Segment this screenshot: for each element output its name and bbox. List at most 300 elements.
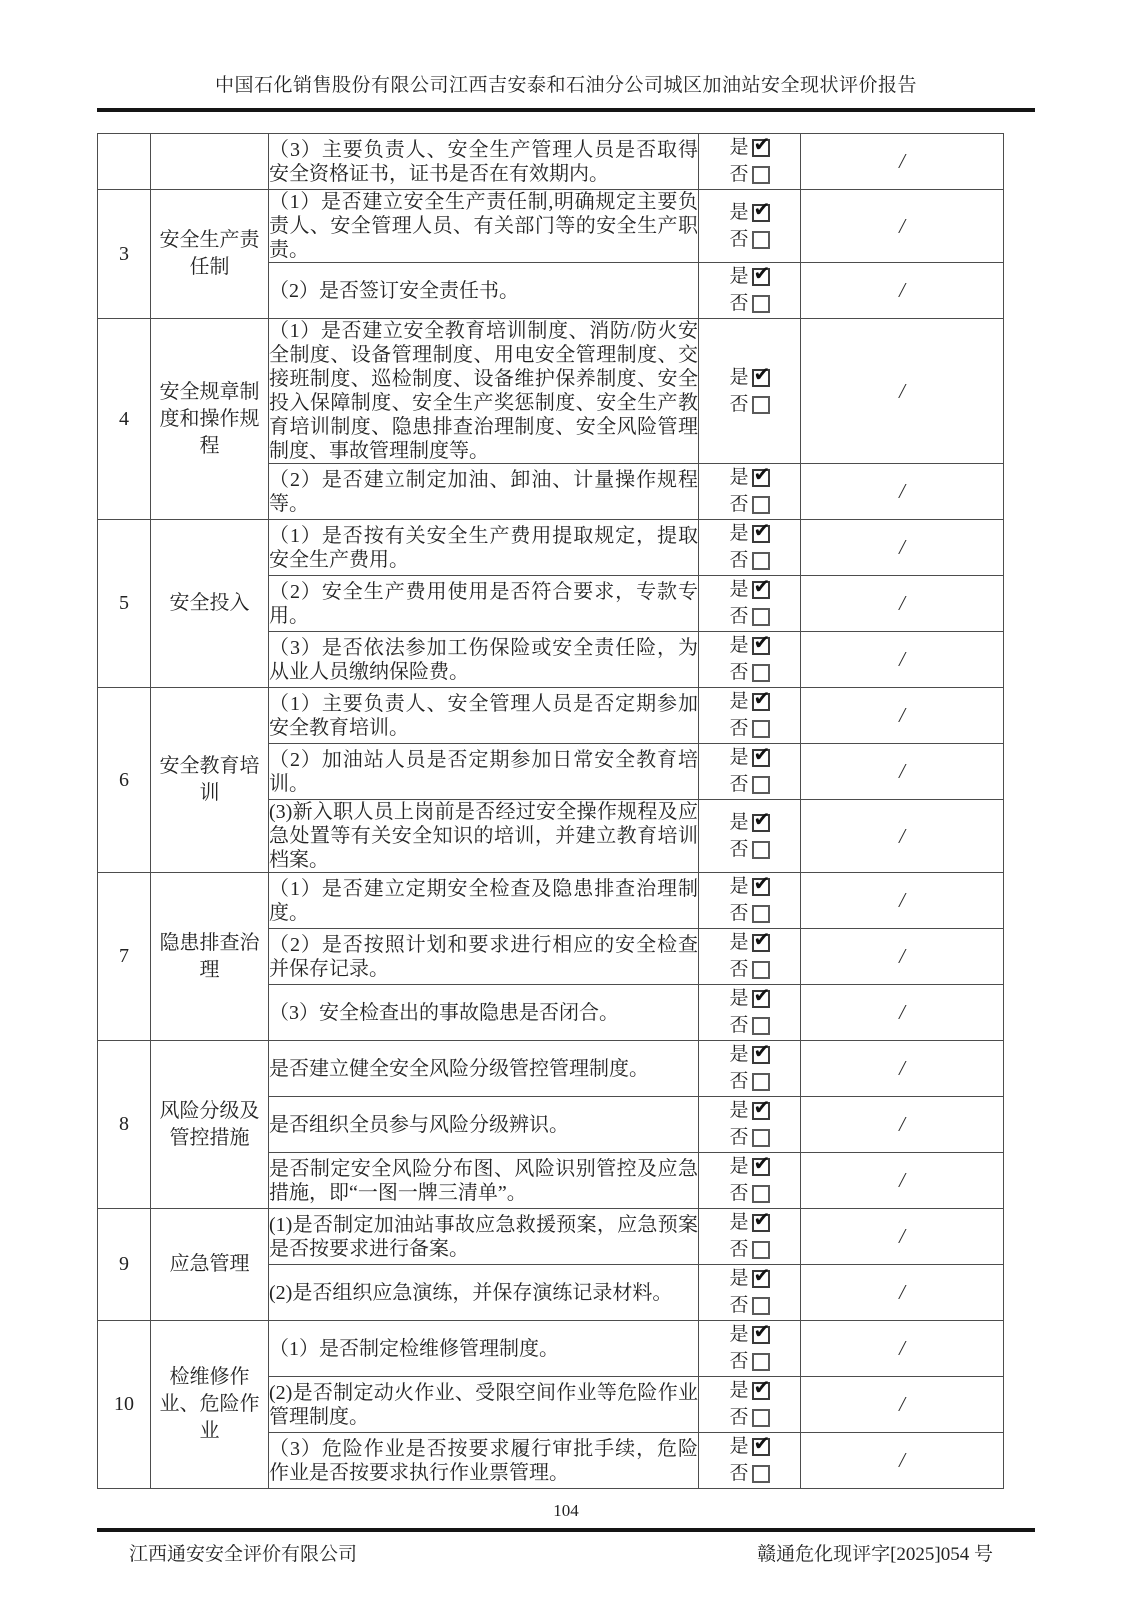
yes-label: 是 bbox=[729, 1324, 749, 1345]
yes-no-group bbox=[729, 1153, 769, 1208]
remark-cell bbox=[801, 688, 1004, 744]
remark-cell bbox=[801, 1321, 1004, 1377]
remark-cell bbox=[801, 1433, 1004, 1489]
question-text: （3）安全检查出的事故隐患是否闭合。 bbox=[269, 1001, 619, 1024]
yes-label: 是 bbox=[729, 1100, 749, 1121]
question-text: （1）主要负责人、安全管理人员是否定期参加安全教育培训。 bbox=[269, 692, 698, 739]
yes-no-group bbox=[729, 1321, 769, 1376]
question-text: （1）是否建立安全教育培训制度、消防/防火安全制度、设备管理制度、用电安全管理制度、交接班制度、巡检制度、设备维护保养制度、安全投入保障制度、安全生产奖惩制度、安全生产教育培训制度、隐患排查治理制度、安全风险管理制度、事故管理制度等。 bbox=[269, 320, 698, 462]
yes-option bbox=[729, 987, 769, 1011]
yes-label: 是 bbox=[729, 523, 749, 544]
checkbox-unchecked-icon bbox=[752, 841, 770, 859]
question-cell bbox=[269, 464, 699, 520]
yes-option bbox=[729, 1043, 769, 1067]
no-label: 否 bbox=[729, 550, 749, 571]
yes-no-cell bbox=[699, 1265, 801, 1321]
yes-option bbox=[729, 875, 769, 899]
no-label: 否 bbox=[729, 228, 749, 250]
no-label: 否 bbox=[729, 1183, 749, 1204]
yes-option bbox=[729, 811, 769, 835]
remark-slash: / bbox=[899, 823, 905, 848]
yes-no-group bbox=[729, 929, 769, 984]
remark-cell bbox=[801, 190, 1004, 263]
no-label: 否 bbox=[729, 1015, 749, 1036]
checkbox-checked-icon bbox=[752, 878, 770, 896]
yes-label: 是 bbox=[729, 747, 749, 768]
row-number-cell: 8 bbox=[98, 1041, 151, 1209]
remark-slash: / bbox=[899, 944, 905, 968]
yes-no-group bbox=[729, 744, 769, 799]
no-option bbox=[729, 163, 769, 187]
yes-option bbox=[729, 366, 769, 390]
yes-no-group bbox=[729, 688, 769, 743]
checkbox-checked-icon bbox=[752, 268, 770, 286]
remark-cell bbox=[801, 520, 1004, 576]
yes-label: 是 bbox=[729, 1212, 749, 1233]
yes-no-cell bbox=[699, 1153, 801, 1209]
remark-cell bbox=[801, 1377, 1004, 1433]
yes-no-cell bbox=[699, 985, 801, 1041]
yes-label: 是 bbox=[729, 1156, 749, 1177]
footer-doc-number: 赣通危化现评字[2025]054 号 bbox=[757, 1544, 993, 1565]
remark-slash: / bbox=[899, 1112, 905, 1136]
checkbox-unchecked-icon bbox=[752, 1241, 770, 1259]
yes-option bbox=[729, 136, 769, 160]
no-label: 否 bbox=[729, 1407, 749, 1428]
question-text: (2)是否制定动火作业、受限空间作业等危险作业管理制度。 bbox=[269, 1381, 698, 1428]
yes-label: 是 bbox=[729, 876, 749, 897]
remark-cell bbox=[801, 1041, 1004, 1097]
checkbox-unchecked-icon bbox=[752, 552, 770, 570]
row-number-cell: 10 bbox=[98, 1321, 151, 1489]
yes-no-group bbox=[729, 809, 769, 864]
row-category-cell: 隐患排查治理 bbox=[151, 873, 269, 1041]
yes-option bbox=[729, 1323, 769, 1347]
remark-slash: / bbox=[899, 535, 905, 559]
remark-cell bbox=[801, 873, 1004, 929]
checkbox-checked-icon bbox=[752, 1102, 770, 1120]
checkbox-checked-icon bbox=[752, 814, 770, 832]
remark-cell bbox=[801, 800, 1004, 873]
checkbox-checked-icon bbox=[752, 1214, 770, 1232]
question-text: （2）加油站人员是否定期参加日常安全教育培训。 bbox=[269, 748, 698, 795]
yes-option bbox=[729, 522, 769, 546]
no-label: 否 bbox=[729, 1239, 749, 1260]
yes-no-cell bbox=[699, 1097, 801, 1153]
table-row bbox=[98, 688, 1004, 744]
yes-label: 是 bbox=[729, 1044, 749, 1065]
question-cell bbox=[269, 1433, 699, 1489]
yes-option bbox=[729, 1435, 769, 1459]
remark-cell bbox=[801, 263, 1004, 319]
yes-label: 是 bbox=[729, 1268, 749, 1289]
yes-no-group bbox=[729, 464, 769, 519]
checkbox-unchecked-icon bbox=[752, 1073, 770, 1091]
question-cell bbox=[269, 263, 699, 319]
yes-no-group bbox=[729, 520, 769, 575]
yes-no-group bbox=[729, 1377, 769, 1432]
yes-no-cell bbox=[699, 319, 801, 464]
remark-slash: / bbox=[899, 479, 905, 503]
question-cell bbox=[269, 1209, 699, 1265]
no-option bbox=[729, 1070, 769, 1094]
checkbox-checked-icon bbox=[752, 693, 770, 711]
row-number-cell: 5 bbox=[98, 520, 151, 688]
table-row bbox=[98, 319, 1004, 464]
yes-option bbox=[729, 1379, 769, 1403]
row-number-cell: 6 bbox=[98, 688, 151, 873]
checkbox-unchecked-icon bbox=[752, 776, 770, 794]
remark-slash: / bbox=[899, 647, 905, 671]
checkbox-unchecked-icon bbox=[752, 905, 770, 923]
question-text: 是否制定安全风险分布图、风险识别管控及应急措施，即“一图一牌三清单”。 bbox=[269, 1157, 698, 1204]
yes-label: 是 bbox=[729, 137, 749, 158]
yes-label: 是 bbox=[729, 467, 749, 488]
remark-cell bbox=[801, 319, 1004, 464]
checkbox-checked-icon bbox=[752, 139, 770, 157]
checkbox-checked-icon bbox=[752, 990, 770, 1008]
yes-no-group bbox=[729, 576, 769, 631]
question-cell bbox=[269, 1321, 699, 1377]
no-option bbox=[729, 1238, 769, 1262]
row-number-cell: 4 bbox=[98, 319, 151, 520]
remark-slash: / bbox=[899, 1056, 905, 1080]
yes-label: 是 bbox=[729, 366, 749, 388]
no-label: 否 bbox=[729, 662, 749, 683]
yes-no-group bbox=[729, 364, 769, 419]
remark-cell bbox=[801, 1097, 1004, 1153]
question-text: （1）是否按有关安全生产费用提取规定，提取安全生产费用。 bbox=[269, 524, 698, 571]
yes-label: 是 bbox=[729, 988, 749, 1009]
row-category-cell: 安全生产责任制 bbox=[151, 190, 269, 319]
remark-slash: / bbox=[899, 213, 905, 238]
question-text: （2）是否签订安全责任书。 bbox=[269, 279, 519, 302]
remark-cell bbox=[801, 1265, 1004, 1321]
no-label: 否 bbox=[729, 494, 749, 515]
remark-cell bbox=[801, 1153, 1004, 1209]
checkbox-checked-icon bbox=[752, 749, 770, 767]
row-category-cell: 安全投入 bbox=[151, 520, 269, 688]
remark-cell bbox=[801, 134, 1004, 190]
table-row bbox=[98, 134, 1004, 190]
yes-option bbox=[729, 746, 769, 770]
question-cell bbox=[269, 134, 699, 190]
remark-slash: / bbox=[899, 1392, 905, 1416]
question-text: （3）主要负责人、安全生产管理人员是否取得安全资格证书，证书是否在有效期内。 bbox=[269, 138, 698, 185]
no-option bbox=[729, 1182, 769, 1206]
footer-company: 江西通安安全评价有限公司 bbox=[129, 1544, 358, 1565]
yes-no-cell bbox=[699, 1209, 801, 1265]
question-cell bbox=[269, 1153, 699, 1209]
checkbox-unchecked-icon bbox=[752, 1353, 770, 1371]
yes-option bbox=[729, 931, 769, 955]
footer-rule bbox=[97, 1528, 1035, 1532]
checkbox-unchecked-icon bbox=[752, 1129, 770, 1147]
row-number-cell bbox=[98, 134, 151, 190]
yes-label: 是 bbox=[729, 266, 749, 287]
question-cell bbox=[269, 688, 699, 744]
no-option bbox=[729, 292, 769, 316]
yes-no-cell bbox=[699, 520, 801, 576]
table-row bbox=[98, 1209, 1004, 1265]
yes-option bbox=[729, 1211, 769, 1235]
checkbox-checked-icon bbox=[752, 934, 770, 952]
footer bbox=[97, 1539, 1035, 1566]
yes-no-group bbox=[729, 1209, 769, 1264]
page-number: 104 bbox=[553, 1501, 579, 1520]
yes-option bbox=[729, 578, 769, 602]
page-content bbox=[97, 0, 1035, 1566]
no-label: 否 bbox=[729, 959, 749, 980]
no-label: 否 bbox=[729, 1071, 749, 1092]
checkbox-unchecked-icon bbox=[752, 166, 770, 184]
yes-no-cell bbox=[699, 632, 801, 688]
yes-no-cell bbox=[699, 1321, 801, 1377]
checkbox-unchecked-icon bbox=[752, 396, 770, 414]
question-text: (2)是否组织应急演练，并保存演练记录材料。 bbox=[269, 1281, 673, 1304]
row-category-cell: 应急管理 bbox=[151, 1209, 269, 1321]
yes-option bbox=[729, 1099, 769, 1123]
yes-label: 是 bbox=[729, 579, 749, 600]
row-category-cell: 安全规章制度和操作规程 bbox=[151, 319, 269, 520]
yes-no-group bbox=[729, 1041, 769, 1096]
remark-slash: / bbox=[899, 888, 905, 912]
no-option bbox=[729, 605, 769, 629]
no-option bbox=[729, 1294, 769, 1318]
yes-no-cell bbox=[699, 800, 801, 873]
no-label: 否 bbox=[729, 164, 749, 185]
yes-option bbox=[729, 1267, 769, 1291]
table-row bbox=[98, 190, 1004, 263]
checklist-table-body bbox=[98, 134, 1004, 1489]
checklist-table bbox=[97, 133, 1004, 1489]
remark-slash: / bbox=[899, 1224, 905, 1248]
yes-option bbox=[729, 1155, 769, 1179]
question-text: （3）是否依法参加工伤保险或安全责任险，为从业人员缴纳保险费。 bbox=[269, 636, 698, 683]
no-option bbox=[729, 493, 769, 517]
yes-no-cell bbox=[699, 263, 801, 319]
no-option bbox=[729, 773, 769, 797]
yes-option bbox=[729, 466, 769, 490]
checkbox-unchecked-icon bbox=[752, 961, 770, 979]
row-category-cell: 检维修作业、危险作业 bbox=[151, 1321, 269, 1489]
table-row bbox=[98, 873, 1004, 929]
row-number-cell: 3 bbox=[98, 190, 151, 319]
no-option bbox=[729, 661, 769, 685]
yes-no-cell bbox=[699, 873, 801, 929]
no-label: 否 bbox=[729, 774, 749, 795]
yes-label: 是 bbox=[729, 635, 749, 656]
question-cell bbox=[269, 985, 699, 1041]
yes-no-cell bbox=[699, 1433, 801, 1489]
checkbox-checked-icon bbox=[752, 525, 770, 543]
question-cell bbox=[269, 800, 699, 873]
question-text: （1）是否制定检维修管理制度。 bbox=[269, 1337, 559, 1360]
yes-no-group bbox=[729, 199, 769, 254]
yes-label: 是 bbox=[729, 811, 749, 833]
checkbox-unchecked-icon bbox=[752, 608, 770, 626]
question-text: （2）是否建立制定加油、卸油、计量操作规程等。 bbox=[269, 468, 698, 515]
checkbox-unchecked-icon bbox=[752, 295, 770, 313]
question-text: 是否建立健全安全风险分级管控管理制度。 bbox=[269, 1057, 649, 1080]
yes-option bbox=[729, 690, 769, 714]
remark-slash: / bbox=[899, 378, 905, 403]
yes-no-cell bbox=[699, 576, 801, 632]
checkbox-checked-icon bbox=[752, 1158, 770, 1176]
no-label: 否 bbox=[729, 393, 749, 415]
checkbox-unchecked-icon bbox=[752, 664, 770, 682]
checkbox-unchecked-icon bbox=[752, 1185, 770, 1203]
yes-no-cell bbox=[699, 190, 801, 263]
question-text: （2）安全生产费用使用是否符合要求，专款专用。 bbox=[269, 580, 698, 627]
no-label: 否 bbox=[729, 1351, 749, 1372]
yes-label: 是 bbox=[729, 932, 749, 953]
question-text: (3)新入职人员上岗前是否经过安全操作规程及应急处置等有关安全知识的培训，并建立教育培训档案。 bbox=[269, 801, 698, 871]
yes-label: 是 bbox=[729, 201, 749, 223]
yes-no-cell bbox=[699, 134, 801, 190]
checkbox-checked-icon bbox=[752, 469, 770, 487]
question-text: （1）是否建立定期安全检查及隐患排查治理制度。 bbox=[269, 877, 698, 924]
remark-cell bbox=[801, 985, 1004, 1041]
no-label: 否 bbox=[729, 1127, 749, 1148]
row-number-cell: 9 bbox=[98, 1209, 151, 1321]
question-cell bbox=[269, 1265, 699, 1321]
table-row bbox=[98, 520, 1004, 576]
no-option bbox=[729, 228, 769, 252]
checkbox-checked-icon bbox=[752, 1046, 770, 1064]
checkbox-checked-icon bbox=[752, 204, 770, 222]
row-category-cell: 安全教育培训 bbox=[151, 688, 269, 873]
no-option bbox=[729, 393, 769, 417]
no-label: 否 bbox=[729, 903, 749, 924]
question-cell bbox=[269, 744, 699, 800]
checkbox-checked-icon bbox=[752, 637, 770, 655]
remark-cell bbox=[801, 1209, 1004, 1265]
yes-no-cell bbox=[699, 1041, 801, 1097]
yes-no-group bbox=[729, 134, 769, 189]
no-option bbox=[729, 1126, 769, 1150]
question-cell bbox=[269, 190, 699, 263]
remark-slash: / bbox=[899, 1000, 905, 1024]
checkbox-checked-icon bbox=[752, 1326, 770, 1344]
remark-cell bbox=[801, 632, 1004, 688]
question-cell bbox=[269, 1041, 699, 1097]
no-label: 否 bbox=[729, 1295, 749, 1316]
no-label: 否 bbox=[729, 606, 749, 627]
no-option bbox=[729, 958, 769, 982]
question-cell bbox=[269, 1097, 699, 1153]
question-cell bbox=[269, 873, 699, 929]
yes-no-cell bbox=[699, 929, 801, 985]
question-cell bbox=[269, 576, 699, 632]
no-option bbox=[729, 902, 769, 926]
checkbox-unchecked-icon bbox=[752, 720, 770, 738]
row-number-cell: 7 bbox=[98, 873, 151, 1041]
checkbox-checked-icon bbox=[752, 581, 770, 599]
remark-slash: / bbox=[899, 591, 905, 615]
yes-no-cell bbox=[699, 1377, 801, 1433]
yes-no-group bbox=[729, 632, 769, 687]
question-cell bbox=[269, 632, 699, 688]
question-text: (1)是否制定加油站事故应急救援预案，应急预案是否按要求进行备案。 bbox=[269, 1213, 698, 1260]
yes-option bbox=[729, 265, 769, 289]
remark-slash: / bbox=[899, 1336, 905, 1360]
no-option bbox=[729, 549, 769, 573]
no-option bbox=[729, 1462, 769, 1486]
checkbox-unchecked-icon bbox=[752, 231, 770, 249]
row-category-cell: 风险分级及管控措施 bbox=[151, 1041, 269, 1209]
row-category-cell bbox=[151, 134, 269, 190]
checkbox-checked-icon bbox=[752, 369, 770, 387]
remark-slash: / bbox=[899, 149, 905, 173]
yes-no-group bbox=[729, 1433, 769, 1488]
yes-no-cell bbox=[699, 464, 801, 520]
remark-slash: / bbox=[899, 1168, 905, 1192]
checkbox-unchecked-icon bbox=[752, 496, 770, 514]
yes-option bbox=[729, 634, 769, 658]
yes-no-group bbox=[729, 263, 769, 318]
checkbox-checked-icon bbox=[752, 1438, 770, 1456]
checkbox-unchecked-icon bbox=[752, 1409, 770, 1427]
yes-no-group bbox=[729, 873, 769, 928]
checkbox-unchecked-icon bbox=[752, 1465, 770, 1483]
no-label: 否 bbox=[729, 293, 749, 314]
yes-option bbox=[729, 201, 769, 225]
yes-label: 是 bbox=[729, 1436, 749, 1457]
no-option bbox=[729, 1406, 769, 1430]
remark-cell bbox=[801, 929, 1004, 985]
yes-no-group bbox=[729, 985, 769, 1040]
question-cell bbox=[269, 520, 699, 576]
yes-label: 是 bbox=[729, 691, 749, 712]
remark-slash: / bbox=[899, 278, 905, 302]
no-option bbox=[729, 1350, 769, 1374]
remark-cell bbox=[801, 576, 1004, 632]
yes-no-cell bbox=[699, 744, 801, 800]
remark-slash: / bbox=[899, 759, 905, 783]
checkbox-unchecked-icon bbox=[752, 1297, 770, 1315]
question-text: 是否组织全员参与风险分级辨识。 bbox=[269, 1113, 569, 1136]
question-cell bbox=[269, 319, 699, 464]
no-option bbox=[729, 1014, 769, 1038]
yes-label: 是 bbox=[729, 1380, 749, 1401]
question-cell bbox=[269, 929, 699, 985]
question-cell bbox=[269, 1377, 699, 1433]
remark-slash: / bbox=[899, 1448, 905, 1472]
remark-cell bbox=[801, 744, 1004, 800]
yes-no-cell bbox=[699, 688, 801, 744]
table-row bbox=[98, 1041, 1004, 1097]
remark-slash: / bbox=[899, 703, 905, 727]
checkbox-checked-icon bbox=[752, 1382, 770, 1400]
no-label: 否 bbox=[729, 1463, 749, 1484]
no-option bbox=[729, 838, 769, 862]
remark-slash: / bbox=[899, 1280, 905, 1304]
question-text: （1）是否建立安全生产责任制,明确规定主要负责人、安全管理人员、有关部门等的安全生产职责。 bbox=[269, 191, 698, 261]
header-rule bbox=[97, 108, 1035, 112]
question-text: （3）危险作业是否按要求履行审批手续，危险作业是否按要求执行作业票管理。 bbox=[269, 1437, 698, 1484]
header-title: 中国石化销售股份有限公司江西吉安泰和石油分公司城区加油站安全现状评价报告 bbox=[214, 75, 917, 96]
table-row bbox=[98, 1321, 1004, 1377]
no-label: 否 bbox=[729, 718, 749, 739]
no-label: 否 bbox=[729, 838, 749, 860]
yes-no-group bbox=[729, 1265, 769, 1320]
checkbox-checked-icon bbox=[752, 1270, 770, 1288]
yes-no-group bbox=[729, 1097, 769, 1152]
no-option bbox=[729, 717, 769, 741]
question-text: （2）是否按照计划和要求进行相应的安全检查并保存记录。 bbox=[269, 933, 698, 980]
remark-cell bbox=[801, 464, 1004, 520]
